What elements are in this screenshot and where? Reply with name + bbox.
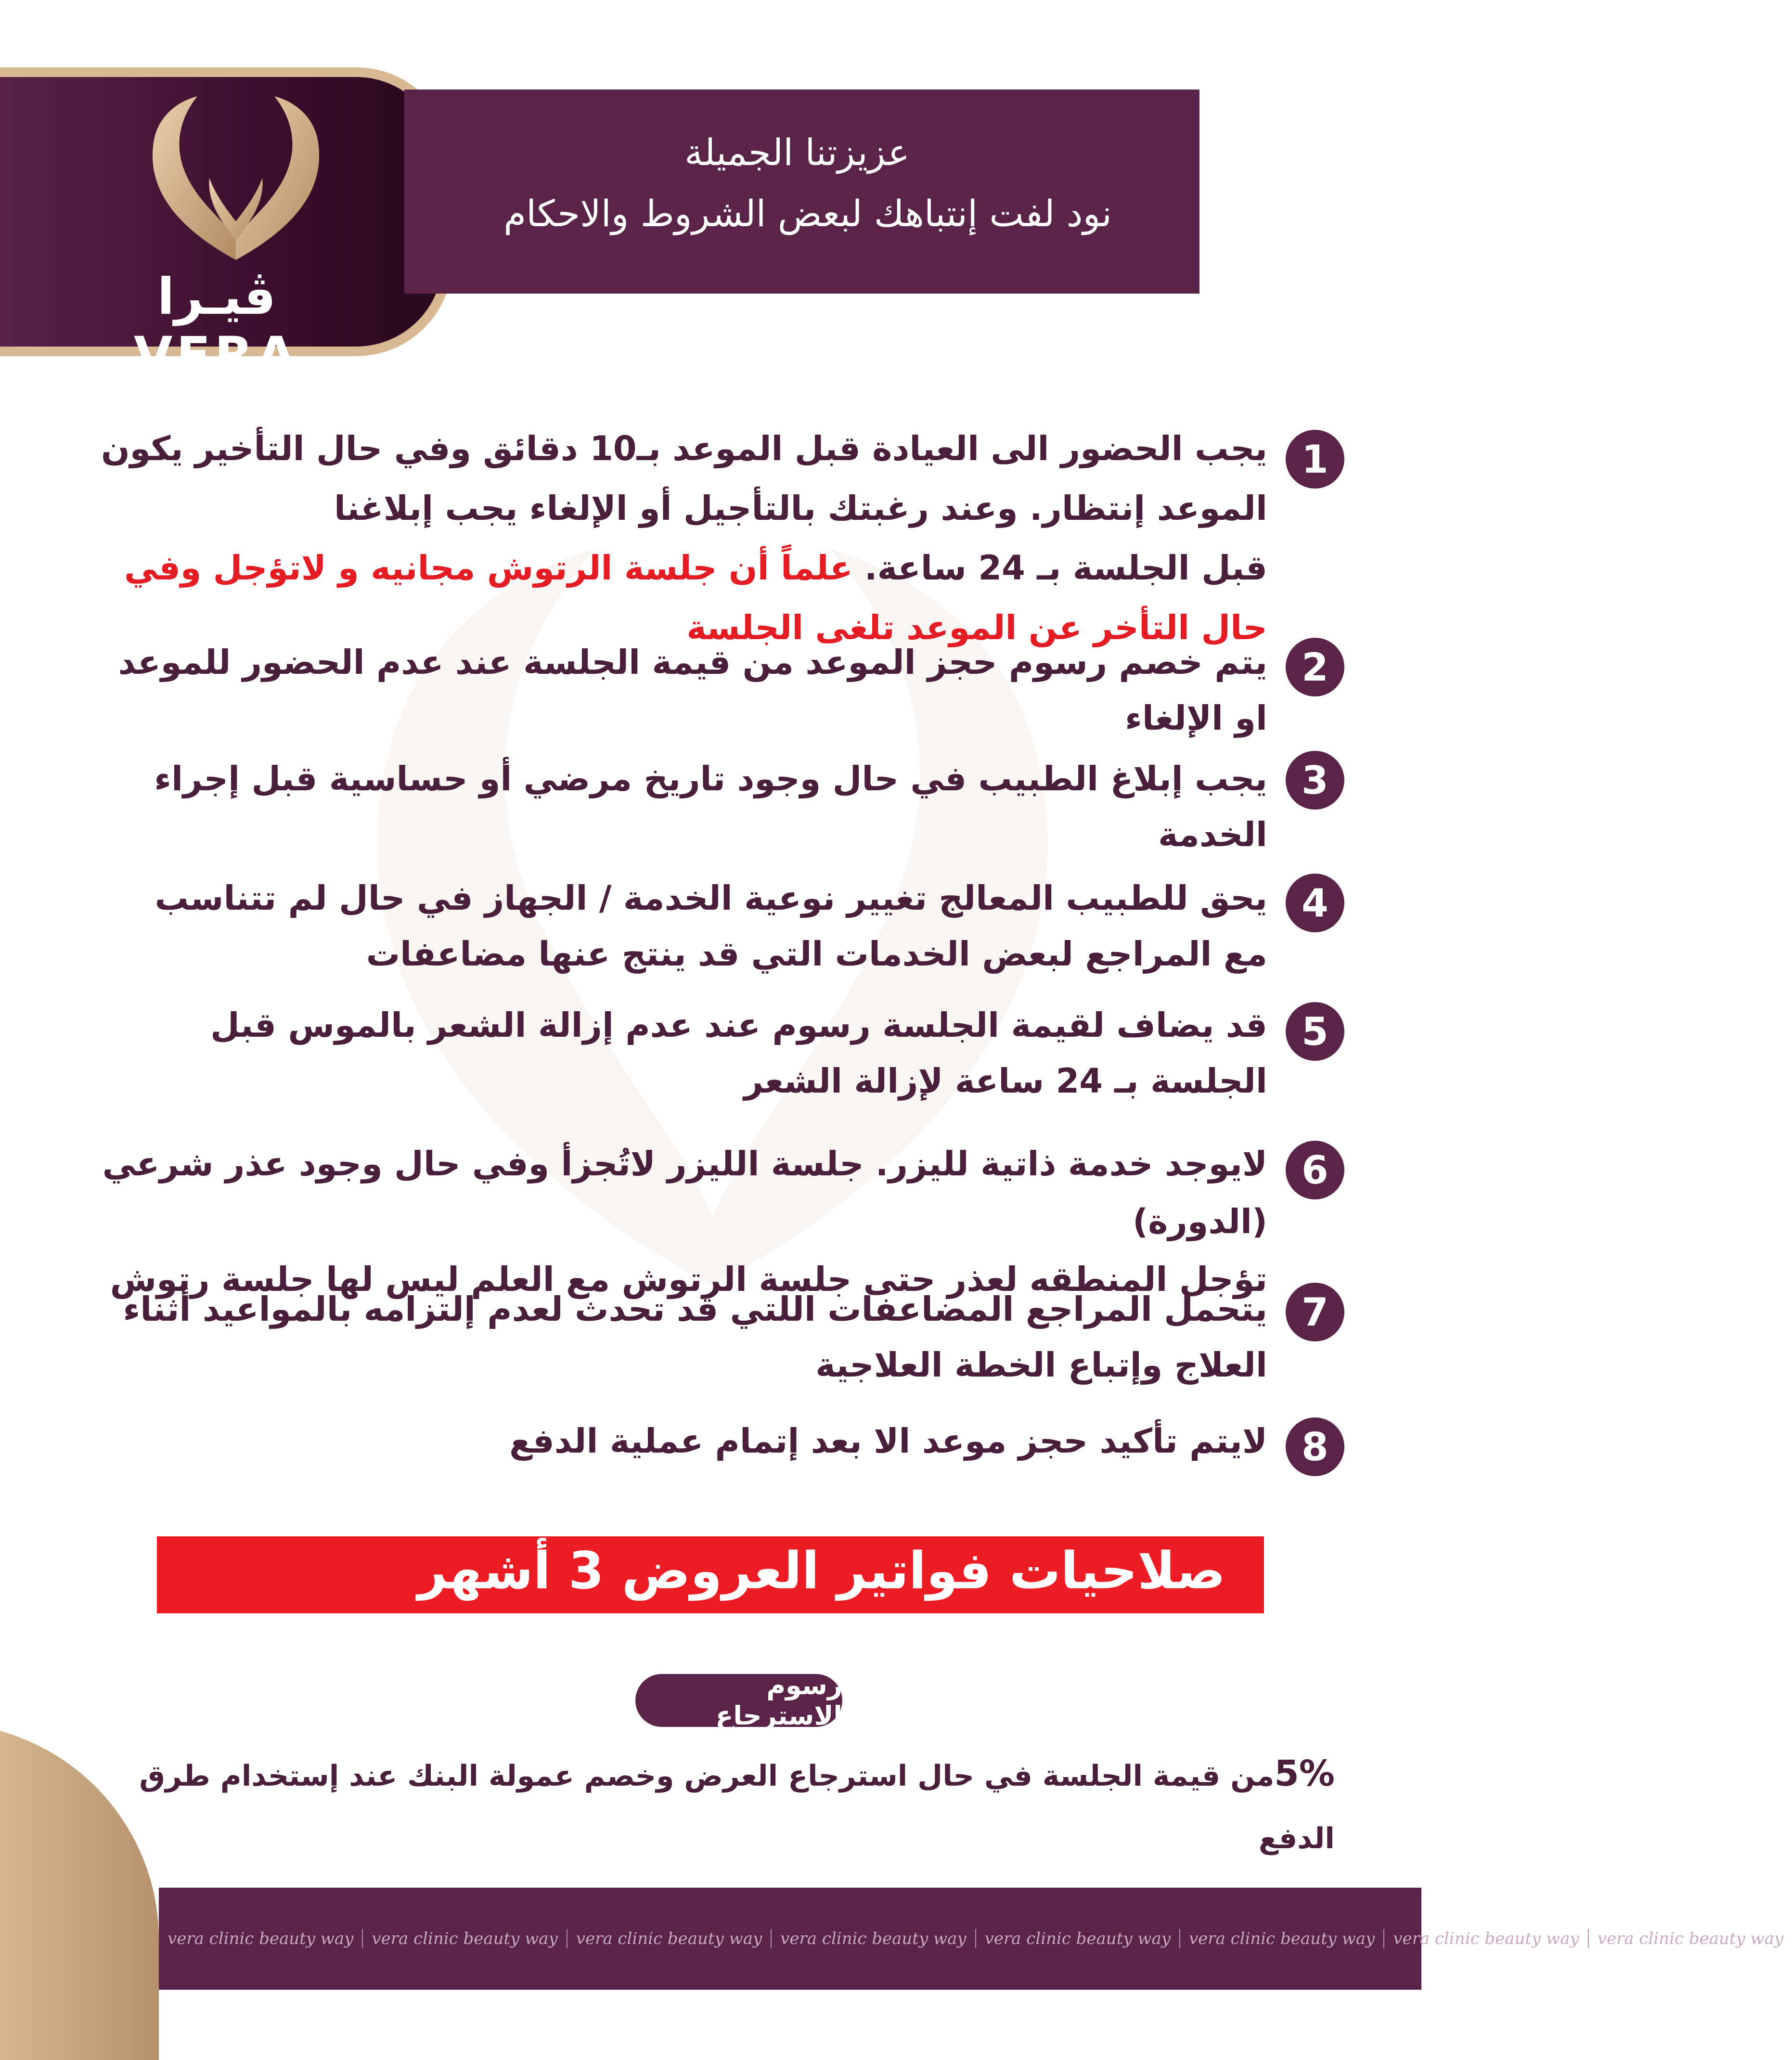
term-1-line-1: يجب الحضور الى العيادة قبل الموعد بـ10 دقائق وفي حال التأخير يكون <box>101 429 1267 468</box>
term-8-line-1: لايتم تأكيد حجز موعد الا بعد إتمام عملية الدفع <box>509 1421 1267 1461</box>
term-number-6: 6 <box>1286 1141 1344 1199</box>
term-1-line-3 <box>64 538 1267 598</box>
term-4-line-2: مع المراجع لبعض الخدمات التي قد ينتج عنها مضاعفات <box>366 934 1267 974</box>
greeting-line-2: نود لفت إنتباهك لبعض الشروط والاحكام <box>503 192 1112 235</box>
term-6-line-1: لايوجد خدمة ذاتية لليزر. جلسة الليزر لاتُجزأ وفي حال وجود عذر شرعي (الدورة) <box>102 1144 1267 1241</box>
term-3 <box>64 751 1267 863</box>
brand-en: VERA <box>133 326 300 385</box>
footer-tagline: vera clinic beauty way <box>168 1929 354 1948</box>
wings-v-logo-icon <box>125 96 347 270</box>
term-7-line-2: العلاج وإتباع الخطة العلاجية <box>815 1345 1267 1385</box>
brand-ar: ڤيـرا <box>157 267 276 326</box>
refund-line-1-text: من قيمة الجلسة في حال استرجاع العرض وخصم عمولة البنك عند إستخدام طرق الدفع <box>139 1759 1335 1855</box>
term-2-line-2: او الإلغاء <box>1125 698 1267 738</box>
term-7 <box>40 1281 1267 1393</box>
term-6-line-2: تؤجل المنطقه لعذر حتى جلسة الرتوش مع العلم ليس لها جلسة رتوش <box>110 1260 1267 1299</box>
term-5-line-2: الجلسة بـ 24 ساعة لإزالة الشعر <box>744 1061 1267 1101</box>
term-8 <box>64 1413 1267 1469</box>
footer-tagline: vera clinic beauty way <box>1179 1929 1383 1948</box>
term-4-line-1: يحق للطبيب المعالج تغيير نوعية الخدمة / الجهاز في حال لم تتناسب <box>155 878 1267 918</box>
term-1 <box>64 419 1267 657</box>
footer-tagline: vera clinic beauty way <box>567 1929 771 1948</box>
offer-validity-text: صلاحيات فواتير العروض 3 أشهر <box>417 1541 1225 1600</box>
logo-brand-text <box>72 267 361 385</box>
refund-percent: 5% <box>1274 1753 1335 1794</box>
footer-tagline: vera clinic beauty way <box>771 1929 975 1948</box>
footer-tagline: vera clinic beauty way <box>1383 1929 1587 1948</box>
footer-tagline: vera clinic beauty way <box>1588 1929 1792 1948</box>
term-7-line-1: يتحمل المراجع المضاعفات اللتي قد تحدث لعدم إلتزامه بالمواعيد أثناء <box>123 1289 1267 1329</box>
refund-title-pill: رسوم الاسترجاع <box>635 1674 842 1727</box>
footer-tagline: vera clinic beauty way <box>362 1929 566 1948</box>
greeting-line-1: عزيزتنا الجميلة <box>684 131 910 174</box>
term-2 <box>64 634 1267 746</box>
term-1-line-4: حال التأخر عن الموعد تلغى الجلسة <box>686 608 1267 647</box>
term-number-1: 1 <box>1286 430 1344 489</box>
term-number-5: 5 <box>1286 1002 1344 1061</box>
term-number-3: 3 <box>1286 751 1344 810</box>
term-3-line-1: يجب إبلاغ الطبيب في حال وجود تاريخ مرضي أو حساسية قبل إجراء <box>154 759 1267 798</box>
offer-validity-banner <box>157 1536 1264 1613</box>
term-5-line-1: قد يضاف لقيمة الجلسة رسوم عند عدم إزالة الشعر بالموس قبل <box>210 1005 1267 1045</box>
term-number-2: 2 <box>1286 638 1344 696</box>
term-number-8: 8 <box>1286 1417 1344 1476</box>
term-4 <box>64 870 1267 982</box>
footer-band <box>159 1888 1784 1990</box>
term-2-line-1: يتم خصم رسوم حجز الموعد من قيمة الجلسة عند عدم الحضور للموعد <box>118 643 1267 682</box>
term-1-line-3-red: علماً أن جلسة الرتوش مجانيه و لاتؤجل وفي <box>124 548 865 588</box>
term-3-line-2: الخدمة <box>1158 815 1267 854</box>
term-1-line-3-normal: قبل الجلسة بـ 24 ساعة. <box>864 548 1267 588</box>
term-number-4: 4 <box>1286 874 1344 932</box>
refund-line-1 <box>139 1753 1335 1855</box>
footer-tagline: vera clinic beauty way <box>975 1929 1179 1948</box>
greeting <box>433 131 1155 235</box>
term-5 <box>64 997 1267 1109</box>
term-number-7: 7 <box>1286 1283 1344 1341</box>
term-1-line-2: الموعد إنتظار. وعند رغبتك بالتأجيل أو الإلغاء يجب إبلاغنا <box>334 489 1267 528</box>
